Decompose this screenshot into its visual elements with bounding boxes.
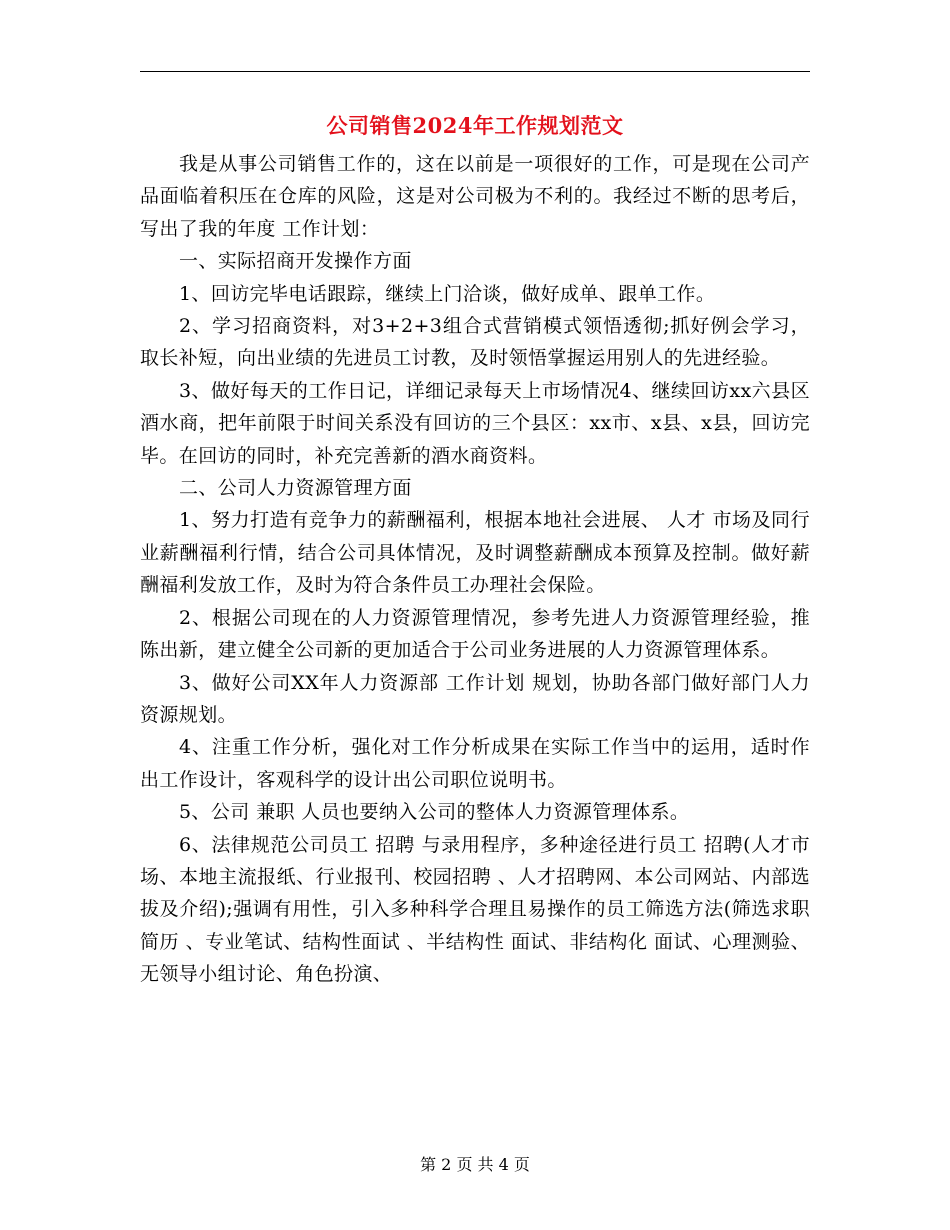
document-title: 公司销售2024年工作规划范文 bbox=[326, 113, 624, 138]
document-body bbox=[140, 148, 810, 991]
paragraph-intro: 我是从事公司销售工作的，这在以前是一项很好的工作，可是现在公司产品面临着积压在仓库的风险，这是对公司极为不利的。我经过不断的思考后，写出了我的年度 工作计划： bbox=[140, 153, 810, 240]
page-footer: 第 2 页 共 4 页 bbox=[420, 1155, 530, 1174]
paragraph-2-5: 5、公司 兼职 人员也要纳入公司的整体人力资源管理体系。 bbox=[178, 801, 690, 824]
header-rule bbox=[140, 71, 810, 72]
paragraph-2-1: 1、努力打造有竞争力的薪酬福利，根据本地社会进展、 人才 市场及同行业薪酬福利行情，结合公司具体情况，及时调整薪酬成本预算及控制。做好薪酬福利发放工作，及时为符合条件员工办理社会保险。 bbox=[140, 509, 810, 597]
section-heading-1: 一、实际招商开发操作方面 bbox=[178, 250, 412, 273]
paragraph-1-1: 1、回访完毕电话跟踪，继续上门洽谈，做好成单、跟单工作。 bbox=[178, 282, 716, 305]
paragraph-1-2: 2、学习招商资料，对3+2+3组合式营销模式领悟透彻;抓好例会学习，取长补短，向出业绩的先进员工讨教，及时领悟掌握运用别人的先进经验。 bbox=[140, 315, 810, 370]
section-heading-2: 二、公司人力资源管理方面 bbox=[178, 477, 412, 500]
paragraph-2-3: 3、做好公司XX年人力资源部 工作计划 规划，协助各部门做好部门人力资源规划。 bbox=[140, 671, 810, 726]
paragraph-2-6: 6、法律规范公司员工 招聘 与录用程序，多种途径进行员工 招聘(人才市场、本地主流报纸、行业报刊、校园招聘 、人才招聘网、本公司网站、内部选拔及介绍);强调有用性，引入多种科学合理且易操作的员工筛选方法(筛选求职简历 、专业笔试、结构性面试 、半结构性 面试、非结构化 面试、心理测验、无领导小组讨论、角色扮演、 bbox=[140, 833, 810, 986]
paragraph-2-2: 2、根据公司现在的人力资源管理情况，参考先进人力资源管理经验，推陈出新，建立健全公司新的更加适合于公司业务进展的人力资源管理体系。 bbox=[140, 606, 810, 662]
paragraph-2-4: 4、注重工作分析，强化对工作分析成果在实际工作当中的运用，适时作出工作设计，客观科学的设计出公司职位说明书。 bbox=[140, 736, 810, 791]
paragraph-1-3: 3、做好每天的工作日记，详细记录每天上市场情况4、继续回访xx六县区酒水商，把年前限于时间关系没有回访的三个县区：xx市、x县、x县，回访完毕。在回访的同时，补充完善新的酒水商资料。 bbox=[140, 379, 810, 467]
